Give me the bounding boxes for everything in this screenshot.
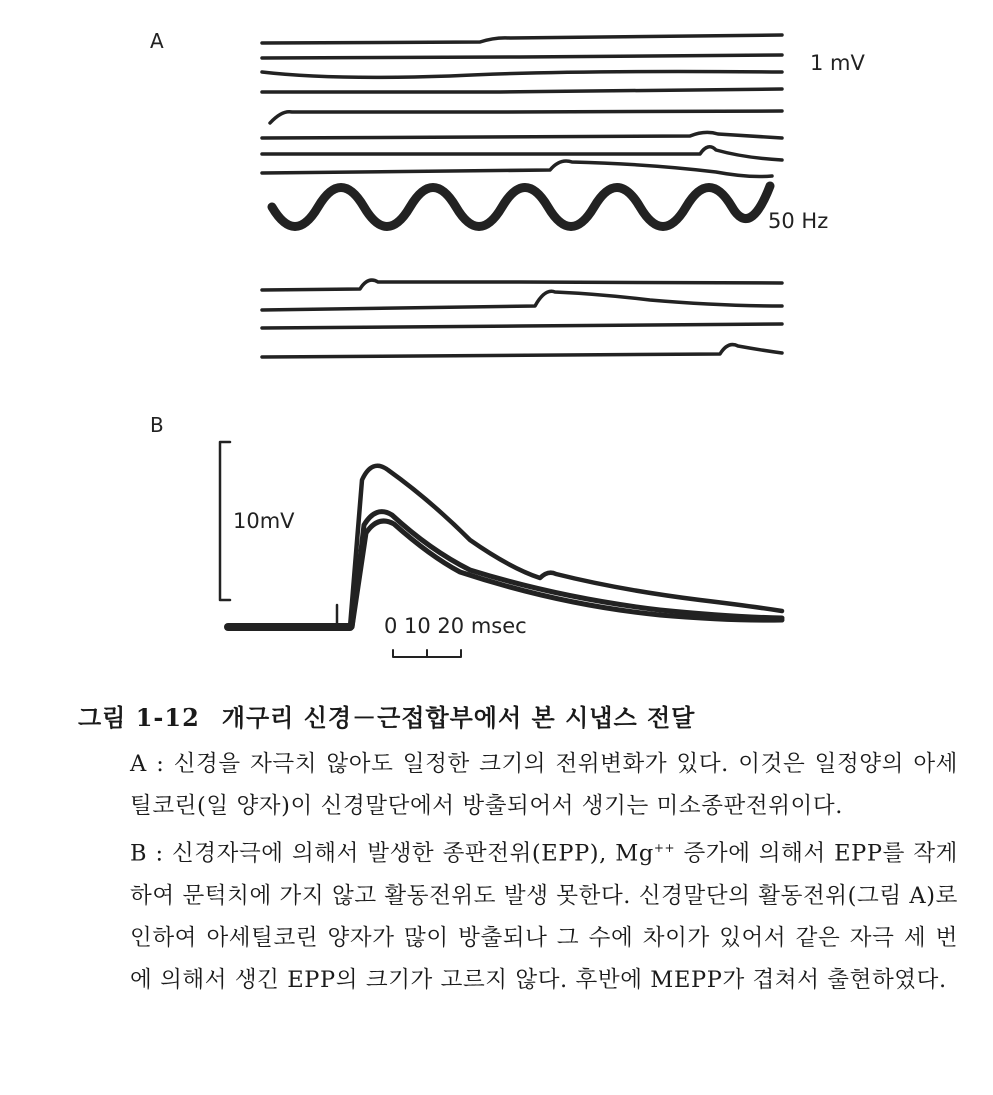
trace-4 (262, 89, 782, 92)
trace-6 (262, 132, 782, 138)
trace-9 (262, 280, 782, 290)
trace-10 (262, 291, 782, 310)
panel-a-lower-traces (262, 280, 782, 357)
figure-number: 그림 1-12 (78, 703, 200, 732)
panel-a-traces (262, 35, 782, 177)
figure-title: 개구리 신경－근접합부에서 본 시냅스 전달 (221, 703, 696, 732)
calibration-label-50hz: 50 Hz (768, 209, 829, 233)
trace-11 (262, 324, 782, 328)
trace-12 (262, 345, 782, 357)
trace-8 (262, 161, 772, 177)
figure-caption (78, 698, 958, 1001)
trace-1 (262, 35, 782, 43)
calibration-sine-wave (272, 186, 770, 227)
panel-a-label: A (150, 29, 164, 53)
panel-b-label: B (150, 413, 164, 437)
paragraph-b-text-end: 증가에 의해서 EPP를 작게 하여 문턱치에 가지 않고 활동전위도 발생 못한다. 신경말단의 활동전위(그림 A)로 인하여 아세틸코린 양자가 많이 방출되나 그 수에 차이가 있어서 같은 자극 세 번에 의해서 생긴 EPP의 크기가 고르지 않다. 후반에 MEPP가 겹쳐서 출현하였다. (130, 840, 958, 993)
voltage-scale-bracket (220, 442, 230, 600)
trace-5 (270, 111, 782, 123)
trace-3 (262, 72, 782, 78)
superscript-charge: ++ (653, 841, 676, 855)
paragraph-b-text-start: B : 신경자극에 의해서 발생한 종판전위(EPP), Mg (130, 840, 654, 867)
time-scale-bar (393, 650, 461, 657)
scale-label-1mv: 1 mV (810, 51, 865, 75)
caption-paragraph-a: A : 신경을 자극치 않아도 일정한 크기의 전위변화가 있다. 이것은 일정양의 아세틸코린(일 양자)이 신경말단에서 방출되어서 생기는 미소종판전위이다. (130, 751, 958, 819)
voltage-scale-label: 10mV (233, 509, 295, 533)
caption-title (78, 698, 958, 733)
epp-trace-medium (352, 512, 782, 627)
panel-b-epp-traces (228, 466, 782, 628)
trace-2 (262, 55, 782, 58)
time-axis-label: 0 10 20 msec (384, 614, 527, 638)
caption-paragraph-b (130, 827, 958, 1001)
trace-7 (262, 147, 782, 160)
